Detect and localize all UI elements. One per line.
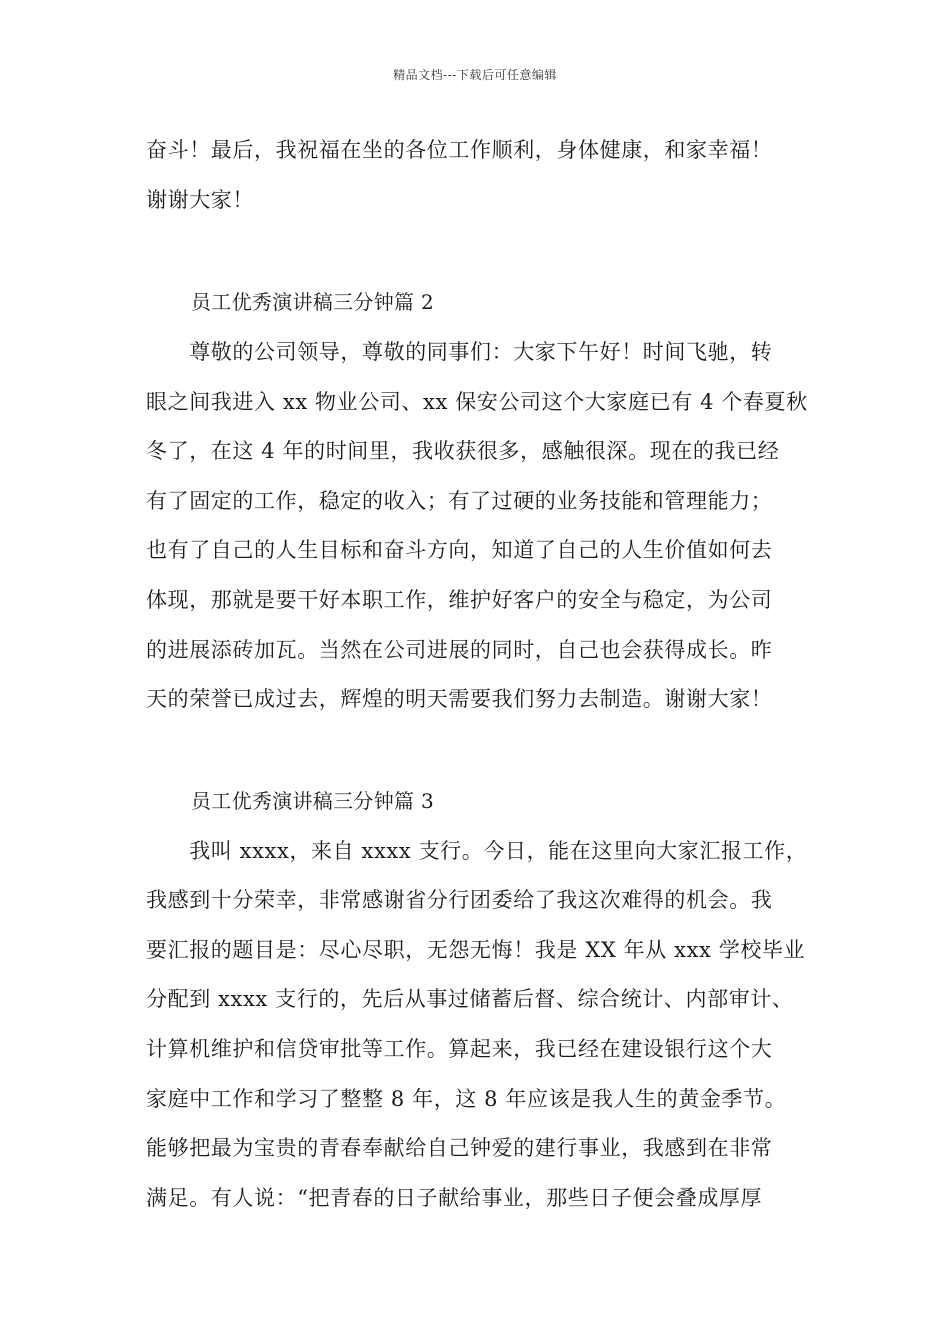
section-3-line-8: 满足。有人说：“把青春的日子献给事业，那些日子便会叠成厚厚 [146, 1186, 763, 1210]
section-3-line-5: 计算机维护和信贷审批等工作。算起来，我已经在建设银行这个大 [146, 1037, 773, 1061]
section-2-line-7: 的进展添砖加瓦。当然在公司进展的同时，自己也会获得成长。昨 [146, 638, 773, 662]
section-3-line-4: 分配到 xxxx 支行的，先后从事过储蓄后督、综合统计、内部审计、 [146, 987, 794, 1011]
section-2-line-6: 体现，那就是要干好本职工作，维护好客户的安全与稳定，为公司 [146, 588, 773, 612]
section-3-line-3: 要汇报的题目是：尽心尽职，无怨无悔！我是 XX 年从 xxx 学校毕业 [146, 938, 806, 962]
section-3-line-7: 能够把最为宝贵的青春奉献给自己钟爱的建行事业，我感到在非常 [146, 1136, 773, 1160]
section-3-line-6: 家庭中工作和学习了整整 8 年，这 8 年应该是我人生的黄金季节。 [146, 1087, 787, 1111]
section-2-line-8: 天的荣誉已成过去，辉煌的明天需要我们努力去制造。谢谢大家！ [146, 687, 773, 711]
section-3-title: 员工优秀演讲稿三分钟篇 3 [191, 789, 434, 813]
page-header: 精品文档---下载后可任意编辑 [393, 68, 557, 82]
intro-line-2: 谢谢大家！ [146, 188, 254, 212]
section-2-title: 员工优秀演讲稿三分钟篇 2 [191, 290, 434, 314]
section-2-line-2: 眼之间我进入 xx 物业公司、xx 保安公司这个大家庭已有 4 个春夏秋 [146, 390, 808, 414]
section-2-line-3: 冬了，在这 4 年的时间里，我收获很多，感触很深。现在的我已经 [146, 439, 780, 463]
section-3-line-2: 我感到十分荣幸，非常感谢省分行团委给了我这次难得的机会。我 [146, 888, 773, 912]
section-3-line-1: 我叫 xxxx，来自 xxxx 支行。今日，能在这里向大家汇报工作， [146, 839, 808, 863]
section-2-line-1: 尊敬的公司领导，尊敬的同事们：大家下午好！时间飞驰，转 [146, 340, 773, 364]
intro-line-1: 奋斗！最后，我祝福在坐的各位工作顺利，身体健康，和家幸福！ [146, 138, 773, 162]
section-2-line-5: 也有了自己的人生目标和奋斗方向，知道了自己的人生价值如何去 [146, 538, 773, 562]
section-2-line-4: 有了固定的工作，稳定的收入；有了过硬的业务技能和管理能力； [146, 489, 773, 513]
